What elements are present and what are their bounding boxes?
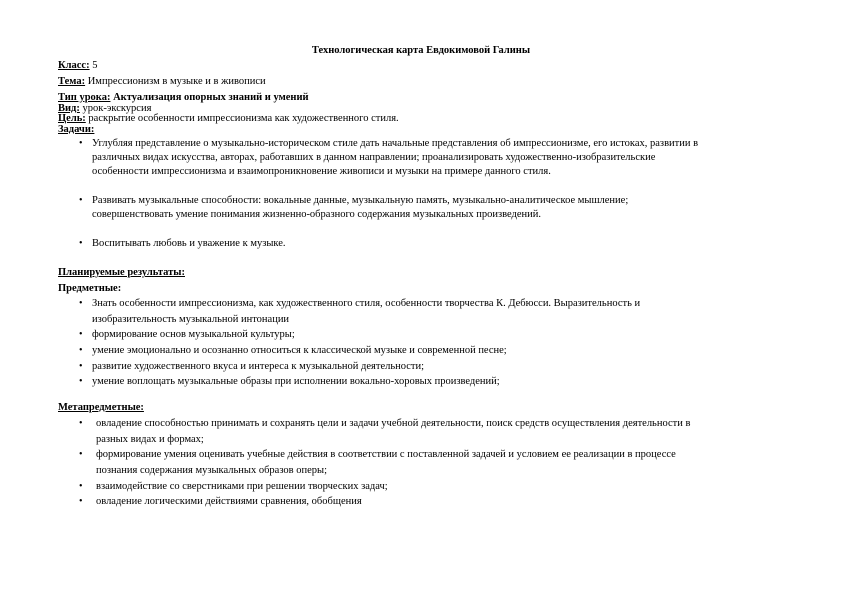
- task-1-line: различных видах искусства, авторах, работавших в данном направлении; проанализировать художественно-изобразительские: [92, 152, 656, 163]
- meta-item: овладение способностью принимать и сохранять цели и задачи учебной деятельности, поиск средств осуществления деятельности в: [96, 418, 691, 429]
- kind-label: Вид:: [58, 103, 80, 114]
- task-2-line: Развивать музыкальные способности: вокальные данные, музыкальную память, музыкально-аналитическое мышление;: [92, 195, 629, 206]
- results-heading: Планируемые результаты:: [58, 267, 185, 278]
- meta-item: разных видах и формах;: [96, 434, 204, 445]
- subject-item: умение воплощать музыкальные образы при исполнении вокально-хоровых произведений;: [92, 376, 500, 387]
- page-title: Технологическая карта Евдокимовой Галины: [311, 45, 531, 56]
- task-1-line: особенности импрессионизма и взаимопроникновение живописи и музыки на примере данного стиля.: [92, 166, 551, 177]
- theme-line: [58, 75, 266, 88]
- task-3-line: Воспитывать любовь и уважение к музыке.: [92, 238, 286, 249]
- subject-item: развитие художественного вкуса и интереса к музыкальной деятельности;: [92, 361, 425, 372]
- class-value: 5: [89, 60, 98, 71]
- kind-value: урок-экскурсия: [79, 103, 152, 114]
- subject-item: формирование основ музыкальной культуры;: [92, 329, 295, 340]
- bullet-icon: •: [79, 329, 83, 340]
- bullet-icon: •: [79, 496, 83, 507]
- lesson-type-value: Актуализация опорных знаний и умений: [110, 92, 309, 103]
- class-label: Класс:: [58, 60, 90, 71]
- bullet-icon: •: [79, 481, 83, 492]
- bullet-icon: •: [79, 418, 83, 429]
- bullet-icon: •: [79, 238, 83, 249]
- bullet-icon: •: [79, 345, 83, 356]
- meta-item: овладение логическими действиями сравнения, обобщения: [96, 496, 362, 507]
- subject-results-heading: Предметные:: [58, 283, 122, 294]
- bullet-icon: •: [79, 376, 83, 387]
- bullet-icon: •: [79, 449, 83, 460]
- goal-label: Цель:: [58, 113, 86, 124]
- theme-label: Тема:: [58, 76, 86, 87]
- goal-line: [58, 112, 399, 125]
- subject-item: умение эмоционально и осознанно относиться к классической музыке и современной песне;: [92, 345, 507, 356]
- meta-item: познания содержания музыкальных образов оперы;: [96, 465, 327, 476]
- meta-item: формирование умения оценивать учебные действия в соответствии с поставленной задачей и условием ее реализации в процессе: [96, 449, 676, 460]
- bullet-icon: •: [79, 298, 83, 309]
- subject-item: Знать особенности импрессионизма, как художественного стиля, особенности творчества К. Дебюсси. Выразительность и: [92, 298, 641, 309]
- bullet-icon: •: [79, 361, 83, 372]
- bullet-icon: •: [79, 138, 83, 149]
- subject-item: изобразительность музыкальной интонации: [92, 314, 290, 325]
- class-line: [58, 59, 97, 72]
- meta-results-heading: Метапредметные:: [58, 402, 144, 413]
- theme-value: Импрессионизм в музыке и в живописи: [85, 76, 266, 87]
- task-2-line: совершенствовать умение понимания жизненно-образного содержания музыкальных произведений.: [92, 209, 542, 220]
- goal-value: раскрытие особенности импрессионизма как художественного стиля.: [85, 113, 399, 124]
- meta-item: взаимодействие со сверстниками при решении творческих задач;: [96, 481, 388, 492]
- lesson-type-label: Тип урока:: [58, 92, 111, 103]
- tasks-heading: Задачи:: [58, 124, 95, 135]
- bullet-icon: •: [79, 195, 83, 206]
- task-1-line: Углубляя представление о музыкально-историческом стиле дать начальные представления об импрессионизме, его истоках, развитии в: [92, 138, 699, 149]
